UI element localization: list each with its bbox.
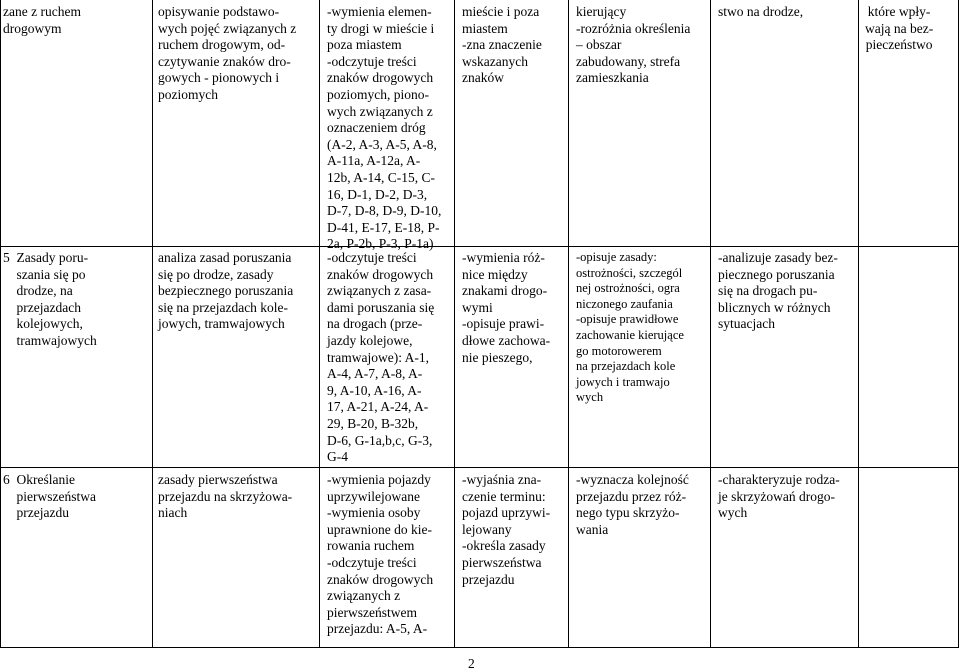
table-border-bottom bbox=[0, 647, 959, 648]
requirement-cell: -odczytuje treści znaków drogowych związanych z zasa- dami poruszania się na drogach (prze- jazdy kolejowe, tramwajowe): A-1, A-4, A-7, A-8, A- 9, A-10, A-16, A- 17, A-21, A-24, A- 29, B-20, B-32b, D-6, G-1a,b,c, G-3, G-4 bbox=[327, 250, 435, 465]
content-cell: zasady pierwszeństwa przejazdu na skrzyżowa- niach bbox=[158, 472, 293, 521]
requirement-cell: -wyjaśnia zna- czenie terminu: pojazd uprzywi- lejowany -określa zasady pierwszeństwa przejazdu bbox=[462, 472, 551, 587]
requirement-cell: -wymienia róż- nice między znakami drogo- wymi -opisuje prawi- dłowe zachowa- nie pieszego, bbox=[462, 250, 551, 365]
content-cell: opisywanie podstawo- wych pojęć związanych z ruchem drogowym, od- czytywanie znaków dro- gowych - pionowych i poziomych bbox=[158, 4, 297, 102]
requirement-cell: kierujący -rozróżnia określenia – obszar zabudowany, strefa zamieszkania bbox=[576, 4, 691, 86]
requirement-cell: -wyznacza kolejność przejazdu przez róż- nego typu skrzyżo- wania bbox=[576, 472, 689, 537]
table-column-divider bbox=[319, 0, 320, 648]
topic-cell: 5 Zasady poru- szania się po drodze, na przejazdach kolejowych, tramwajowych bbox=[3, 250, 97, 348]
requirement-cell: -analizuje zasady bez- piecznego poruszania się na drogach pu- blicznych w różnych sytuacjach bbox=[718, 250, 838, 332]
row-divider bbox=[0, 246, 959, 247]
requirement-cell: które wpły- wają na bez- pieczeństwo bbox=[865, 4, 934, 53]
requirement-cell: -charakteryzuje rodza- je skrzyżowań drogo- wych bbox=[718, 472, 840, 521]
table-border-left bbox=[0, 0, 1, 648]
row-divider bbox=[0, 467, 959, 468]
page-number: 2 bbox=[468, 656, 475, 671]
requirement-cell: stwo na drodze, bbox=[718, 4, 804, 19]
table-border-right bbox=[958, 0, 959, 648]
table-column-divider bbox=[152, 0, 153, 648]
topic-cell: 6 Określanie pierwszeństwa przejazdu bbox=[3, 472, 96, 521]
content-cell: analiza zasad poruszania się po drodze, zasady bezpiecznego poruszania się na przejazdach kole- jowych, tramwajowych bbox=[158, 250, 294, 332]
topic-cell: zane z ruchem drogowym bbox=[3, 4, 81, 36]
requirement-cell: -opisuje zasady: ostrożności, szczegól nej ostrożności, ogra niczonego zaufania -opisuje prawidłowe zachowanie kierujące go motorowerem na przejazdach kole jowych i tramwajo wych bbox=[576, 250, 684, 405]
table-column-divider bbox=[454, 0, 455, 648]
table-column-divider bbox=[858, 0, 859, 648]
requirement-cell: -wymienia pojazdy uprzywilejowane -wymienia osoby uprawnione do kie- rowania ruchem -odczytuje treści znaków drogowych związanych z pierwszeństwem przejazdu: A-5, A- bbox=[327, 472, 434, 637]
requirement-cell: -wymienia elemen- ty drogi w mieście i poza miastem -odczytuje treści znaków drogowych poziomych, piono- wych związanych z oznaczeniem dróg (A-2, A-3, A-5, A-8, A-11a, A-12a, A- 12b, A-14, C-15, C- 16, D-1, D-2, D-3, D-7, D-8, D-9, D-10, D-41, E-17, E-18, P- 2a, P-2b, P-3, P-1a) bbox=[327, 4, 442, 252]
table-column-divider bbox=[710, 0, 711, 648]
requirement-cell: mieście i poza miastem -zna znaczenie wskazanych znaków bbox=[462, 4, 542, 86]
table-column-divider bbox=[568, 0, 569, 648]
